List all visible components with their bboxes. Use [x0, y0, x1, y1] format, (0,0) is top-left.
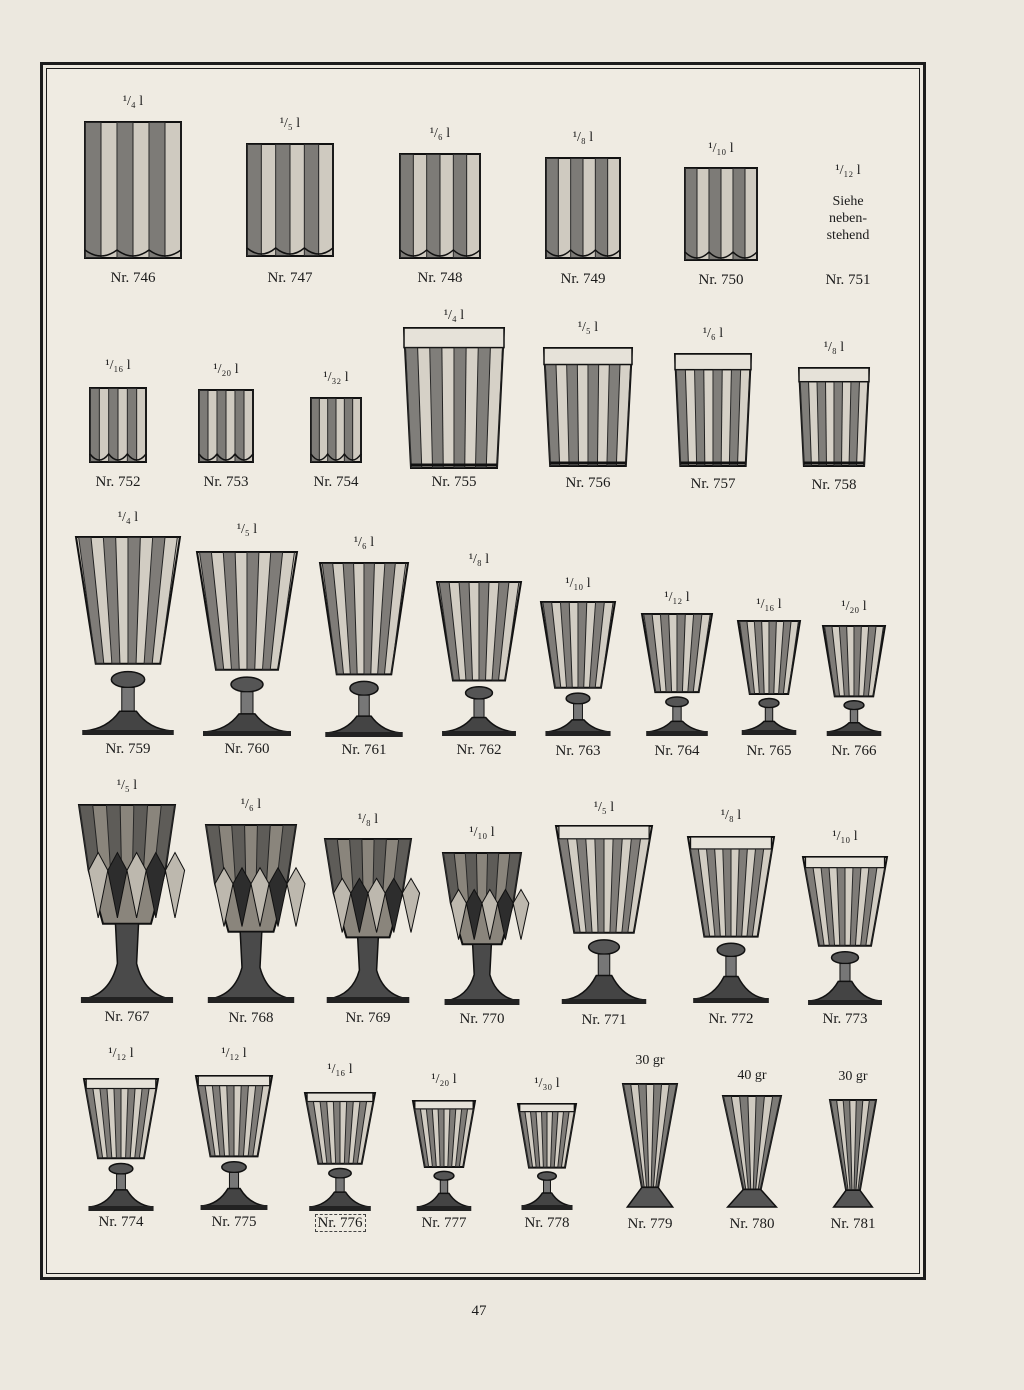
glass-illustration [400, 154, 480, 258]
item-number-text: Nr. 772 [708, 1011, 754, 1027]
glass-illustration [197, 552, 297, 736]
capacity-label: ¹/₆ l [702, 326, 724, 341]
item-number-text: Nr. 777 [421, 1215, 467, 1231]
capacity-label: ¹/₄ l [443, 308, 465, 323]
capacity-label: ¹/₁₀ l [565, 576, 591, 591]
glass-illustration [518, 1104, 576, 1210]
capacity-label: ¹/₂₀ l [841, 599, 867, 614]
item-number-text: Nr. 776 [315, 1214, 366, 1232]
capacity-label: ¹/₁₂ l [664, 590, 690, 605]
glass-illustration [84, 1079, 158, 1211]
item-number-text: Nr. 751 [825, 272, 871, 288]
item-number-label [749, 477, 919, 494]
glass-illustration [688, 837, 774, 1003]
glass-illustration [79, 805, 175, 1003]
capacity-label: ¹/₁₆ l [756, 597, 782, 612]
item-number-text: Nr. 754 [313, 474, 359, 490]
item-number-text: Nr. 752 [95, 474, 141, 490]
cross-reference-note [768, 193, 928, 244]
capacity-label: ¹/₄ l [122, 94, 144, 109]
glass-illustration [546, 158, 620, 258]
glass-illustration [823, 626, 885, 736]
item-number-text: Nr. 773 [822, 1011, 868, 1027]
item-number-text: Nr. 753 [203, 474, 249, 490]
capacity-label: 40 gr [737, 1068, 767, 1083]
glass-illustration [196, 1076, 272, 1210]
capacity-label: ¹/₃₂ l [323, 370, 349, 385]
item-number-text: Nr. 767 [104, 1009, 150, 1025]
note-line: Siehe [832, 194, 864, 209]
capacity-label: ¹/₅ l [279, 116, 301, 131]
item-number-text: Nr. 763 [555, 743, 601, 759]
page-number: 47 [471, 1303, 487, 1319]
item-number-text: Nr. 746 [110, 270, 156, 286]
glass-illustration [305, 1093, 375, 1211]
item-number-text: Nr. 766 [831, 743, 877, 759]
glass-illustration [437, 582, 521, 736]
glass-illustration [723, 1096, 781, 1210]
capacity-label: 30 gr [838, 1069, 868, 1084]
item-number-text: Nr. 750 [698, 272, 744, 288]
capacity-label: ¹/₆ l [353, 535, 375, 550]
item-number-text: Nr. 756 [565, 475, 611, 491]
item-number-text: Nr. 775 [211, 1214, 257, 1230]
item-number-text: Nr. 748 [417, 270, 463, 286]
item-number-label [773, 743, 935, 760]
item-number-text: Nr. 760 [224, 741, 270, 757]
item-number-text: Nr. 780 [729, 1216, 775, 1232]
item-number-text: Nr. 779 [627, 1216, 673, 1232]
capacity-label: ¹/₆ l [240, 797, 262, 812]
glass-illustration [685, 168, 757, 260]
item-number-text: Nr. 771 [581, 1012, 627, 1028]
capacity-label: ¹/₁₆ l [105, 358, 131, 373]
item-number-text: Nr. 781 [830, 1216, 876, 1232]
glass-illustration [404, 328, 504, 468]
item-number-text: Nr. 747 [267, 270, 313, 286]
capacity-label: ¹/₁₀ l [708, 141, 734, 156]
capacity-label: ¹/₂₀ l [431, 1072, 457, 1087]
item-number-label [753, 1011, 937, 1028]
capacity-label: ¹/₈ l [357, 812, 379, 827]
capacity-label: ¹/₁₀ l [469, 825, 495, 840]
glass-illustration [199, 390, 253, 462]
item-number-text: Nr. 757 [690, 476, 736, 492]
capacity-label: 30 gr [635, 1053, 665, 1068]
glass-illustration [206, 825, 296, 1003]
capacity-label: ¹/₈ l [823, 340, 845, 355]
item-number-text: Nr. 774 [98, 1214, 144, 1230]
item-number-label [780, 1216, 926, 1233]
capacity-label: ¹/₈ l [468, 552, 490, 567]
glass-illustration [738, 621, 800, 735]
glass-illustration [247, 144, 333, 256]
note-line: neben- [828, 211, 868, 226]
glass-illustration [623, 1084, 677, 1210]
glass-illustration [320, 563, 408, 737]
item-number-text: Nr. 768 [228, 1010, 274, 1026]
glass-illustration [556, 826, 652, 1004]
glass-illustration [85, 122, 181, 258]
capacity-label: ¹/₅ l [116, 778, 138, 793]
capacity-label: ¹/₁₂ l [108, 1046, 134, 1061]
item-number-text: Nr. 761 [341, 742, 387, 758]
glass-illustration [675, 354, 751, 466]
item-number-text: Nr. 755 [431, 474, 477, 490]
item-number-text: Nr. 758 [811, 477, 857, 493]
item-number-text: Nr. 765 [746, 743, 792, 759]
glass-illustration [803, 857, 887, 1005]
glass-illustration [413, 1101, 475, 1211]
glass-illustration [544, 348, 632, 466]
item-number-text: Nr. 769 [345, 1010, 391, 1026]
capacity-label: ¹/₁₆ l [327, 1062, 353, 1077]
capacity-label: ¹/₁₀ l [832, 829, 858, 844]
glass-illustration [325, 839, 411, 1003]
note-line: stehend [826, 228, 870, 243]
item-number-text: Nr. 762 [456, 742, 502, 758]
capacity-label: ¹/₄ l [117, 510, 139, 525]
glass-illustration [799, 368, 869, 466]
glass-illustration [311, 398, 361, 462]
capacity-label: ¹/₈ l [572, 130, 594, 145]
glass-illustration [76, 537, 180, 735]
item-number-label [768, 272, 928, 289]
capacity-label: ¹/₂₀ l [213, 362, 239, 377]
item-number-text: Nr. 770 [459, 1011, 505, 1027]
glass-illustration [90, 388, 146, 462]
capacity-label: ¹/₁₂ l [835, 163, 861, 178]
glass-illustration [541, 602, 615, 736]
item-number-text: Nr. 778 [524, 1215, 570, 1231]
capacity-label: ¹/₁₂ l [221, 1046, 247, 1061]
capacity-label: ¹/₅ l [593, 800, 615, 815]
capacity-label: ¹/₆ l [429, 126, 451, 141]
capacity-label: ¹/₈ l [720, 808, 742, 823]
item-number-text: Nr. 749 [560, 271, 606, 287]
capacity-label: ¹/₅ l [577, 320, 599, 335]
item-number-text: Nr. 759 [105, 741, 151, 757]
capacity-label: ¹/₅ l [236, 522, 258, 537]
glass-illustration [443, 853, 521, 1005]
capacity-label: ¹/₃₀ l [534, 1076, 560, 1091]
item-number-text: Nr. 764 [654, 743, 700, 759]
glass-illustration [830, 1100, 876, 1210]
glass-illustration [642, 614, 712, 736]
